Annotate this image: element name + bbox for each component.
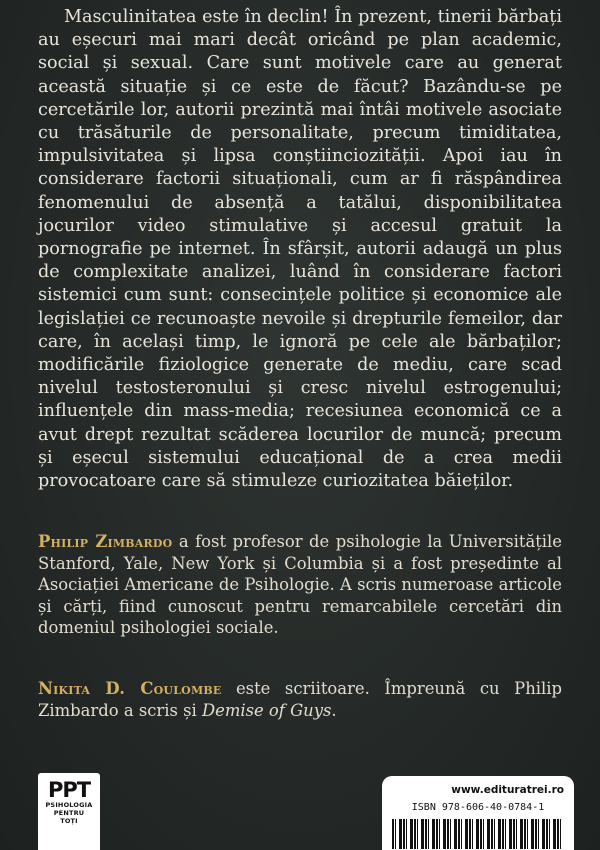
isbn-box bbox=[382, 776, 574, 850]
author-name: Philip Zimbardo bbox=[38, 532, 173, 551]
author-name: Nikita D. Coulombe bbox=[38, 679, 222, 698]
isbn-number: ISBN 978-606-40-0784-1 bbox=[411, 802, 545, 813]
author-bio-zimbardo bbox=[38, 531, 562, 639]
publisher-logo bbox=[38, 773, 100, 850]
barcode-icon bbox=[392, 819, 564, 849]
author-bio-coulombe bbox=[38, 678, 562, 721]
publisher-logo-line: PENTRU bbox=[53, 809, 85, 817]
publisher-website: www.edituratrei.ro bbox=[451, 784, 564, 796]
publisher-logo-mark: PPT bbox=[47, 778, 91, 802]
publisher-logo-line: PSIHOLOGIA bbox=[45, 801, 93, 809]
author-bio-text: a fost profesor de psihologie la Universitățile Stanford, Yale, New York și Columbia și a fost președinte al Asociației Americane de Psihologie. A scris numeroase articole și cărți, fiind cunoscut pentru remarcabilele cercetări din domeniul psihologiei sociale. bbox=[38, 532, 562, 638]
publisher-logo-line: TOȚI bbox=[60, 817, 78, 825]
author-bio-text-end: . bbox=[331, 700, 337, 720]
author-bio-text: este scriitoare. Împreună cu Philip Zimbardo a scris și bbox=[38, 679, 562, 720]
book-title-reference: Demise of Guys bbox=[201, 700, 332, 720]
book-description: Masculinitatea este în declin! În prezent, tinerii bărbați au eșecuri mai mari decât oricând pe plan academic, social și sexual. Care sunt motivele care au generat această situație și ce este de făcut? Bazându-se pe cercetările lor, autorii prezintă mai întâi motivele asociate cu trăsăturile de personalitate, precum timiditatea, impulsivitatea și lipsa conștiinciozității. Apoi iau în considerare factorii situaționali, cum ar fi răspândirea fenomenului de absență a tatălui, disponibilitatea jocurilor video stimulative și accesul gratuit la pornografie pe internet. În sfârșit, autorii adaugă un plus de complexitate analizei, luând în considerare factori sistemici cum sunt: consecințele politice și economice ale legislației ce recunoaște nevoile și drepturile femeilor, dar care, în același timp, le ignoră pe cele ale bărbaților; modificările fiziologice generate de mediu, care scad nivelul testosteronului și cresc nivelul estrogenului; influențele din mass-media; recesiunea economică ce a avut drept rezultat scăderea locurilor de muncă; precum și eșecul sistemului educațional de a crea medii provocatoare care să stimuleze curiozitatea băieților. bbox=[38, 7, 562, 492]
